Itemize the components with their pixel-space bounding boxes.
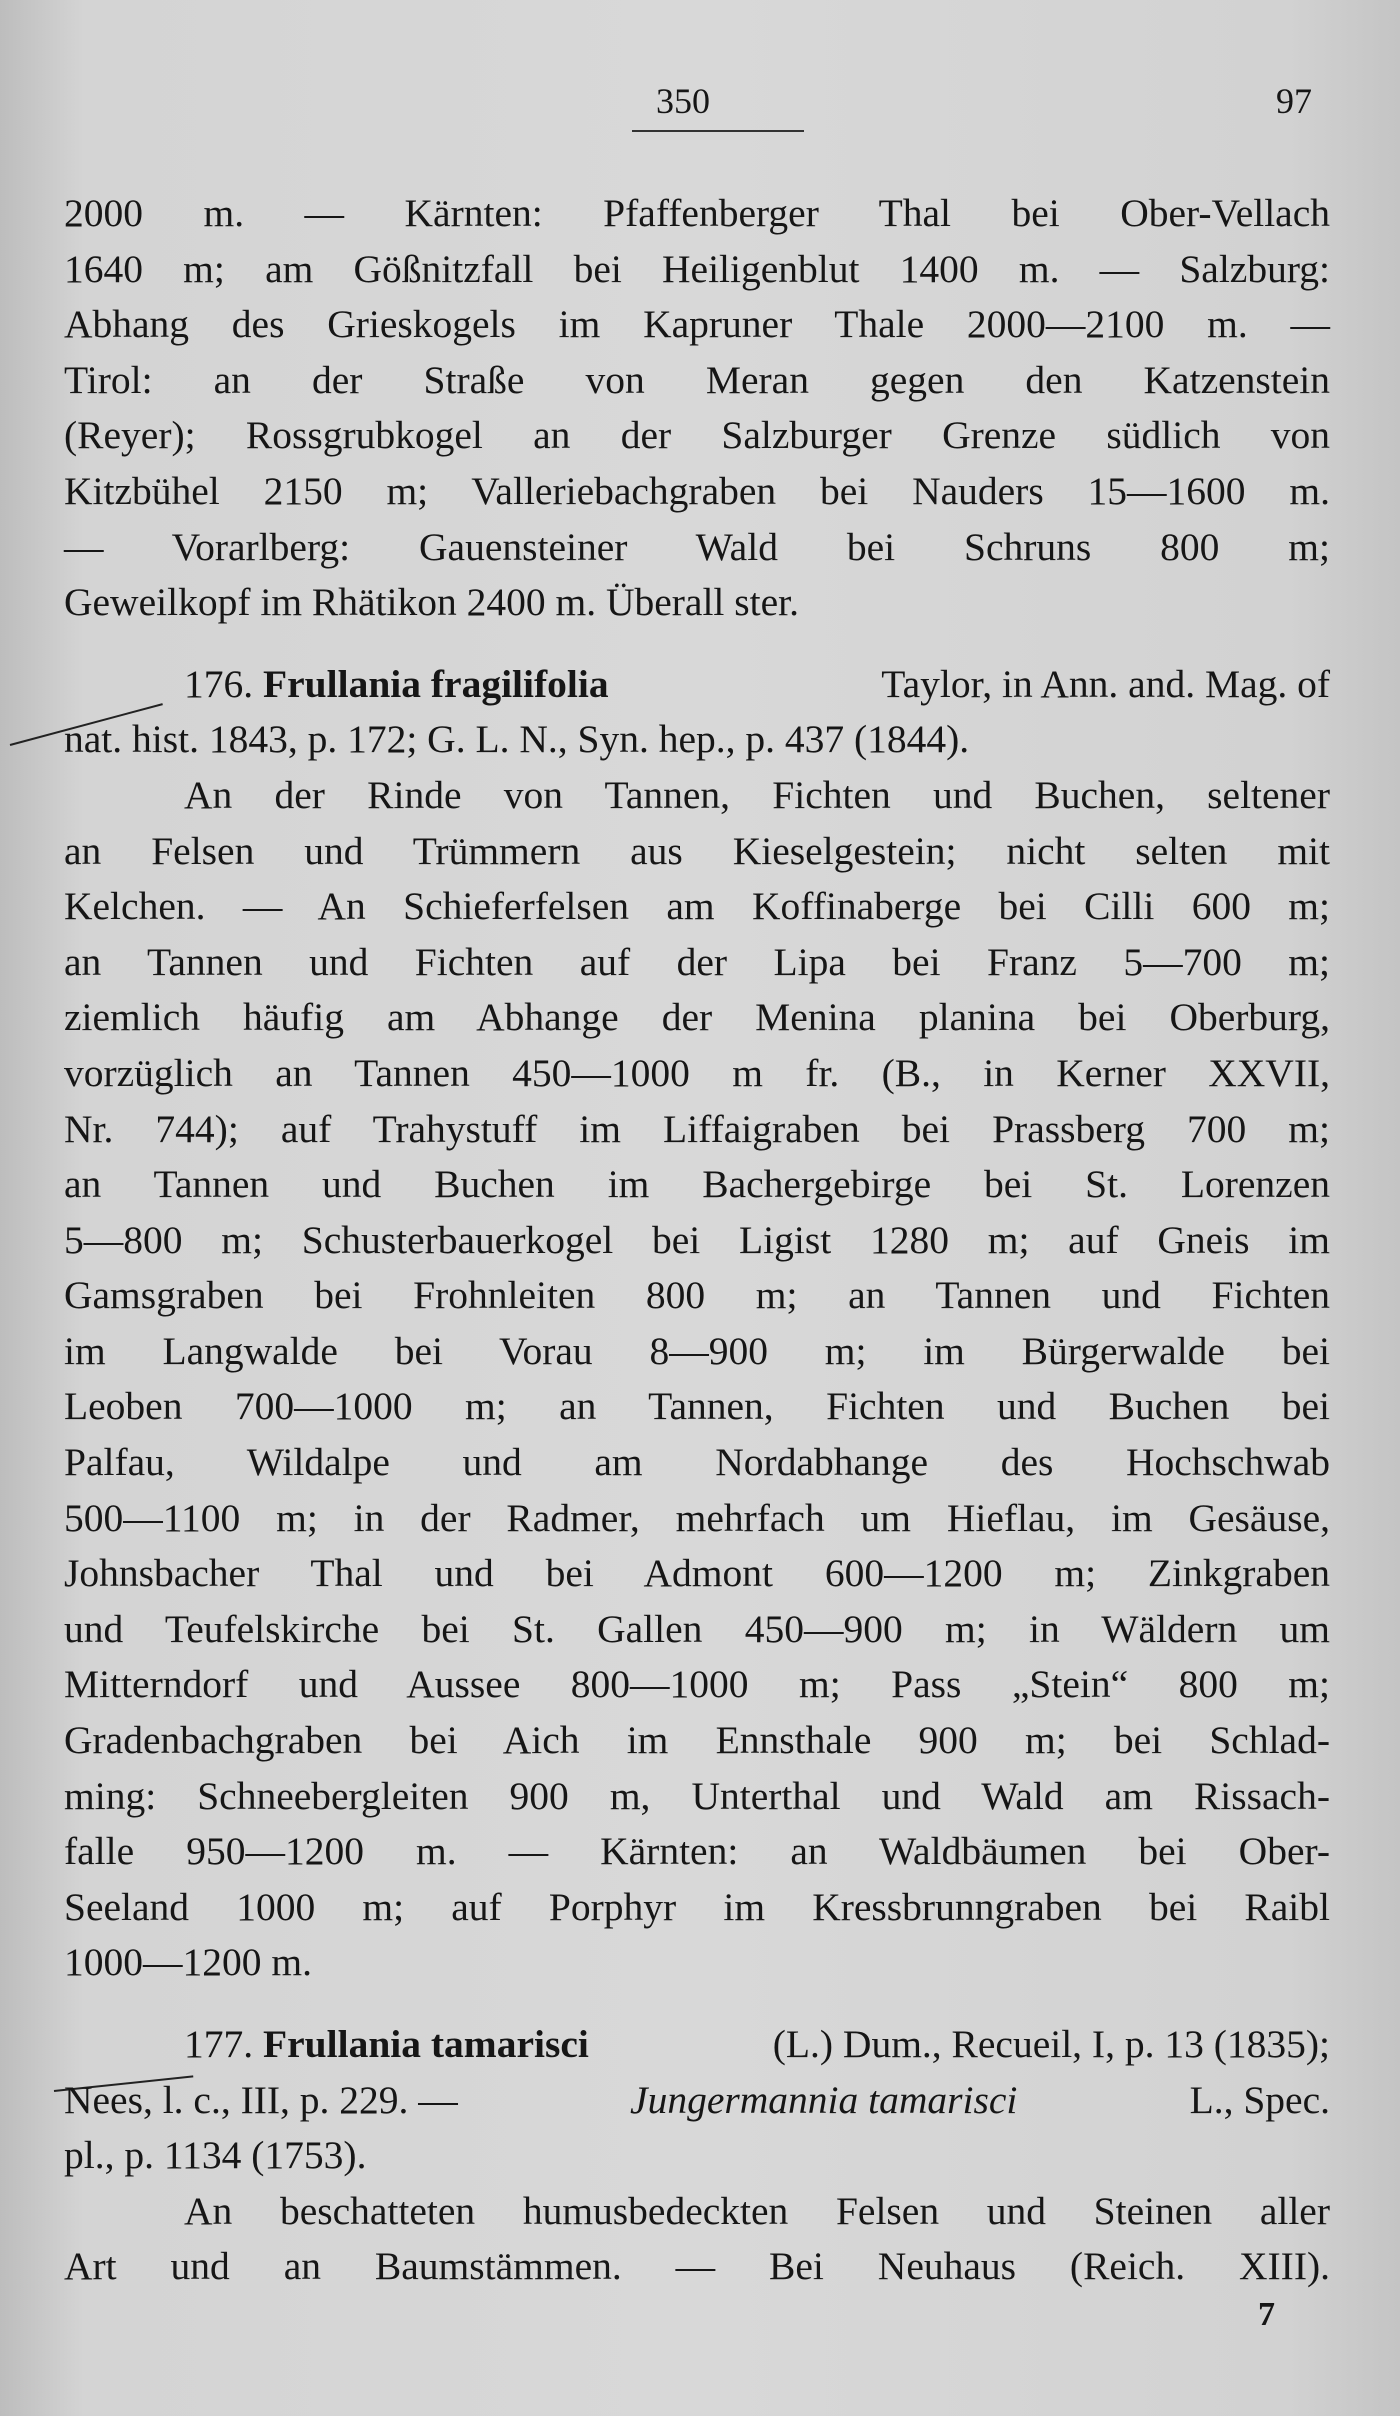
text-line: 5—800 m; Schusterbauerkogel bei Ligist 1280 m; auf Gneis im <box>64 1217 1330 1262</box>
text-line: 1640 m; am Gößnitzfall bei Heiligenblut 1400 m. — Salzburg: <box>64 246 1330 291</box>
entry-heading <box>64 657 1330 713</box>
entry-number: 177. <box>184 2022 254 2066</box>
text-line: im Langwalde bei Vorau 8—900 m; im Bürgerwalde bei <box>64 1328 1330 1373</box>
text-line: Kelchen. — An Schieferfelsen am Koffinaberge bei Cilli 600 m; <box>64 884 1330 929</box>
text-line: Seeland 1000 m; auf Porphyr im Kressbrunngraben bei Raibl <box>64 1884 1330 1929</box>
text-line: an Tannen und Fichten auf der Lipa bei Franz 5—700 m; <box>64 939 1330 984</box>
entry-177 <box>64 2017 1330 2295</box>
text-line: Gradenbachgraben bei Aich im Ennsthale 900 m; bei Schlad- <box>64 1718 1330 1763</box>
entry-number: 176. <box>184 661 254 706</box>
text-line: Mitterndorf und Aussee 800—1000 m; Pass „Stein“ 800 m; <box>64 1662 1330 1707</box>
signature-mark: 7 <box>1258 2296 1275 2333</box>
text-line: An der Rinde von Tannen, Fichten und Buchen, seltener <box>184 772 1330 817</box>
entry-heading <box>64 2017 1330 2073</box>
text-line: Leoben 700—1000 m; an Tannen, Fichten und Buchen bei <box>64 1384 1330 1429</box>
page-body <box>64 186 1330 2295</box>
citation-line: nat. hist. 1843, p. 172; G. L. N., Syn. hep., p. 437 (1844). <box>64 717 970 762</box>
text-line: (Reyer); Rossgrubkogel an der Salzburger Grenze südlich von <box>64 413 1330 458</box>
species-name: Frullania tamarisci <box>263 2022 589 2066</box>
citation: (L.) Dum., Recueil, I, p. 13 (1835); <box>772 2022 1330 2066</box>
citation-line <box>64 2073 1330 2129</box>
text-line: 2000 m. — Kärnten: Pfaffenberger Thal bei Ober-Vellach <box>64 191 1330 235</box>
text-line: ming: Schneebergleiten 900 m, Unterthal und Wald am Rissach- <box>64 1773 1330 1818</box>
text-line: Gamsgraben bei Frohnleiten 800 m; an Tannen und Fichten <box>64 1273 1330 1318</box>
text-line: falle 950—1200 m. — Kärnten: an Waldbäumen bei Ober- <box>64 1829 1330 1874</box>
species-name: Frullania fragilifolia <box>263 661 609 706</box>
text-line: Nr. 744); auf Trahystuff im Liffaigraben bei Prassberg 700 m; <box>64 1106 1330 1151</box>
page-number-right: 97 <box>1276 81 1312 121</box>
page-number-center: 350 <box>656 81 710 121</box>
text-line: an Felsen und Trümmern aus Kieselgestein; nicht selten mit <box>64 828 1330 873</box>
text-line: Palfau, Wildalpe und am Nordabhange des Hochschwab <box>64 1440 1330 1485</box>
text-line: — Vorarlberg: Gauensteiner Wald bei Schruns 800 m; <box>64 524 1330 569</box>
text-line: Abhang des Grieskogels im Kapruner Thale 2000—2100 m. — <box>64 302 1330 347</box>
entry-176 <box>64 657 1330 1991</box>
text-line: Kitzbühel 2150 m; Valleriebachgraben bei Nauders 15—1600 m. <box>64 468 1330 513</box>
citation-part: L., Spec. <box>1189 2077 1330 2122</box>
paragraph-intro <box>64 186 1330 631</box>
text-line: ziemlich häufig am Abhange der Menina planina bei Oberburg, <box>64 995 1330 1040</box>
text-line: und Teufelskirche bei St. Gallen 450—900 m; in Wäldern um <box>64 1606 1330 1651</box>
synonym-name: Jungermannia tamarisci <box>630 2077 1018 2122</box>
text-line: an Tannen und Buchen im Bachergebirge bei St. Lorenzen <box>64 1162 1330 1207</box>
citation-part: Nees, l. c., III, p. 229. — <box>64 2077 458 2122</box>
text-line: Johnsbacher Thal und bei Admont 600—1200 m; Zinkgraben <box>64 1551 1330 1596</box>
text-line: 500—1100 m; in der Radmer, mehrfach um Hieflau, im Gesäuse, <box>64 1495 1330 1540</box>
page-header <box>0 80 1400 140</box>
text-line: 1000—1200 m. <box>64 1940 312 1985</box>
text-line: Tirol: an der Straße von Meran gegen den Katzenstein <box>64 357 1330 402</box>
text-line: Art und an Baumstämmen. — Bei Neuhaus (Reich. XIII). <box>64 2244 1330 2289</box>
citation: Taylor, in Ann. and. Mag. of <box>881 661 1330 706</box>
text-line: vorzüglich an Tannen 450—1000 m fr. (B., in Kerner XXVII, <box>64 1050 1330 1095</box>
text-line: An beschatteten humusbedeckten Felsen und Steinen aller <box>184 2188 1330 2233</box>
text-line: Geweilkopf im Rhätikon 2400 m. Überall ster. <box>64 580 800 625</box>
citation-line: pl., p. 1134 (1753). <box>64 2133 367 2178</box>
header-rule <box>632 130 804 132</box>
